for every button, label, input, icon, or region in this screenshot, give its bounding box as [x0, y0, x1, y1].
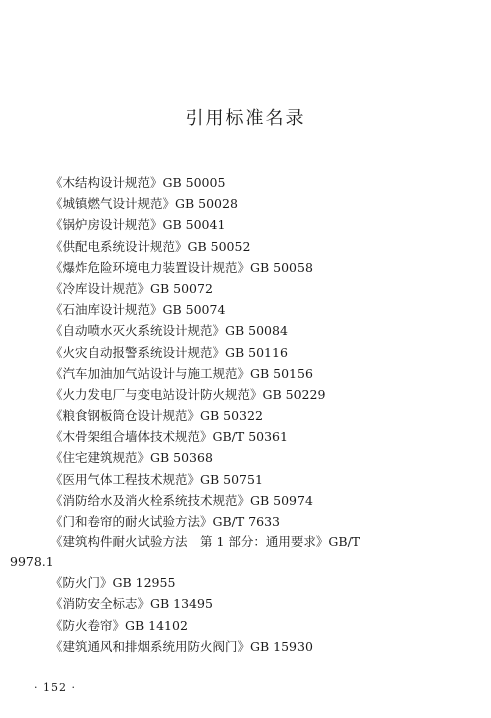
list-item: 《木骨架组合墙体技术规范》GB/T 50361: [50, 429, 288, 445]
page-number: · 152 ·: [34, 681, 76, 694]
list-item-continuation: 9978.1: [10, 554, 54, 570]
list-item: 《供配电系统设计规范》GB 50052: [50, 238, 251, 254]
list-item: 《城镇燃气设计规范》GB 50028: [50, 196, 238, 212]
list-item: 《建筑通风和排烟系统用防火阀门》GB 15930: [50, 638, 313, 654]
list-item: 《防火卷帘》GB 14102: [50, 617, 188, 633]
list-item: 《火力发电厂与变电站设计防火规范》GB 50229: [50, 386, 326, 402]
list-item: 《汽车加油加气站设计与施工规范》GB 50156: [50, 365, 313, 381]
list-item: 《锅炉房设计规范》GB 50041: [50, 217, 226, 233]
list-item-line: 《建筑构件耐火试验方法 第 1 部分：通用要求》GB/T: [50, 534, 361, 550]
list-item: 《火灾自动报警系统设计规范》GB 50116: [50, 344, 288, 360]
page-title: 引用标准名录: [185, 108, 306, 129]
list-item: 《自动喷水灭火系统设计规范》GB 50084: [50, 323, 288, 339]
list-item: 《住宅建筑规范》GB 50368: [50, 450, 213, 466]
list-item: 《防火门》GB 12955: [50, 575, 176, 591]
list-item: 《木结构设计规范》GB 50005: [50, 175, 226, 190]
list-item: 《冷库设计规范》GB 50072: [50, 280, 213, 296]
list-item: 《粮食钢板筒仓设计规范》GB 50322: [50, 408, 263, 424]
list-item: 《消防给水及消火栓系统技术规范》GB 50974: [50, 492, 313, 508]
list-item: 《消防安全标志》GB 13495: [50, 596, 213, 612]
list-item: 《爆炸危险环境电力装置设计规范》GB 50058: [50, 259, 313, 275]
standards-list: [10, 172, 491, 657]
list-item-wrapped: [10, 532, 491, 572]
list-item: 《医用气体工程技术规范》GB 50751: [50, 471, 263, 487]
list-item: 《门和卷帘的耐火试验方法》GB/T 7633: [50, 514, 281, 529]
list-item: 《石油库设计规范》GB 50074: [50, 302, 226, 318]
